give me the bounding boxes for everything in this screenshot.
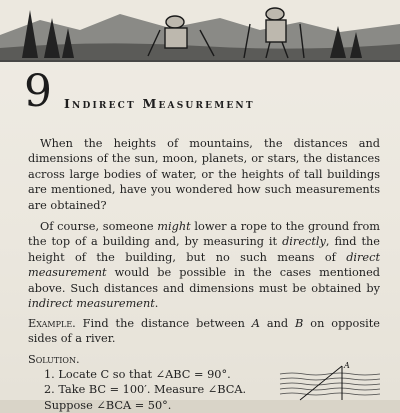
example-text-c: on opposite sides of a river. [28,317,380,346]
p2-part-c: lower a rope to the ground from the top of a building and, by measuring it [28,220,380,249]
example-point-a: A [251,317,260,330]
p2-emph-directly: directly [282,235,326,249]
example-label: Example. [28,317,76,330]
second-paragraph [28,219,380,311]
river-diagram [280,360,380,400]
p2-part-a: Of course, someone [40,220,158,233]
chapter-number: 9 [24,66,52,117]
example-text-b: and [259,317,296,330]
solution-step: 1. Locate C so that ∠ABC = 90°. [44,368,231,381]
solution-label: Solution. [28,353,80,366]
intro-paragraph: When the heights of mountains, the distances and dimensions of the sun, moon, planets, or stars, the distances across large bodies of water, or the heights of tall buildings are mentioned, have you wondered how such measurements are obtained? [28,137,380,212]
solution-steps [44,367,269,413]
p2-part-i: . [154,297,159,311]
chapter-title: Indirect Measurement [64,96,255,111]
p2-emph-direct-measurement: direct measurement [28,250,380,280]
p2-part-e: , find the height of the building, but no such means of [28,235,380,264]
p2-emph-might: might [157,220,191,233]
solution-step: 2. Take BC = 100′. Measure ∠BCA. Suppose ∠BCA = 50°. [44,383,247,412]
example-paragraph [28,316,380,347]
diagram-label-a: A [344,361,350,370]
example-text-a: Find the distance between [75,317,252,330]
p2-emph-indirect-measurement: indirect measurement [28,297,155,311]
p2-part-g: would be possible in the cases mentioned above. Such distances and dimensions must be obtained by [28,266,380,295]
example-point-b: B [295,317,304,330]
chapter-illustration [0,0,400,62]
